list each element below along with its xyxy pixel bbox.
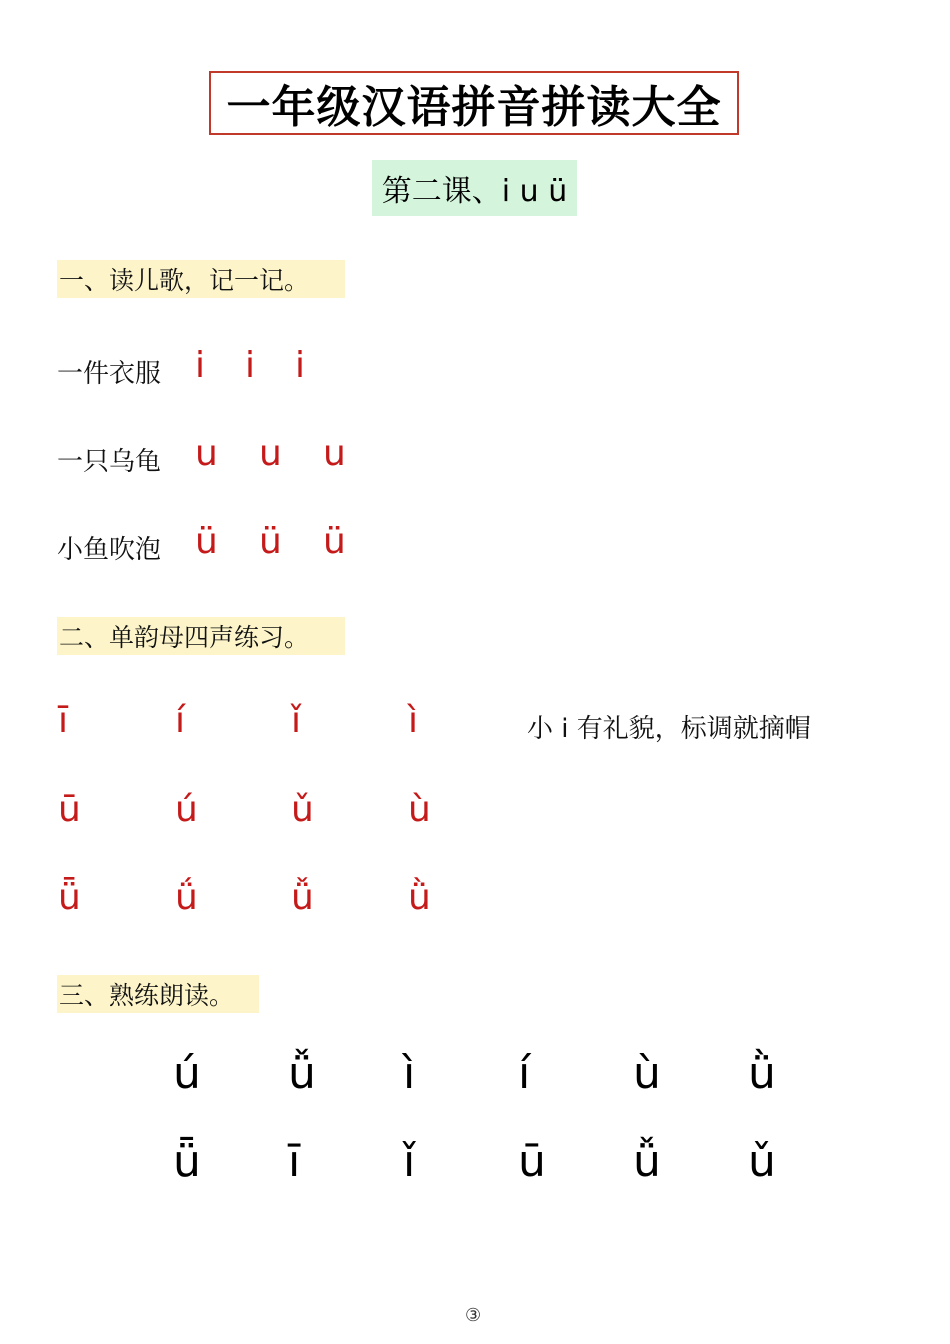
tone-letter: ì (408, 700, 419, 741)
read-letter: ú (173, 1048, 201, 1099)
section-heading-1: 一、读儿歌，记一记。 (57, 260, 345, 298)
section-heading-2: 二、单韵母四声练习。 (57, 617, 345, 655)
tone-letter: ǚ (291, 877, 314, 918)
tone-letter: ú (175, 789, 198, 830)
tone-letter: ù (408, 789, 431, 830)
tone-letter: ǘ (175, 877, 198, 918)
rhyme-letter: i (195, 345, 206, 386)
read-letter: ǚ (288, 1048, 316, 1099)
read-letter: ī (288, 1136, 301, 1187)
tone-rule-note: 小 i 有礼貌，标调就摘帽 (527, 714, 811, 744)
tone-letter: ǔ (291, 789, 314, 830)
tone-letter: ǖ (58, 877, 81, 918)
read-letter: ù (633, 1048, 661, 1099)
tone-letter: ǜ (408, 877, 431, 918)
page-title: 一年级汉语拼音拼读大全 (209, 71, 739, 135)
rhyme-letter: u (323, 433, 346, 474)
rhyme-letter: u (195, 433, 218, 474)
read-letter: ǚ (633, 1136, 661, 1187)
rhyme-letter: ü (323, 521, 346, 562)
tone-letter: ī (58, 700, 69, 741)
rhyme-letter: ü (259, 521, 282, 562)
tone-letter: ū (58, 789, 81, 830)
rhyme-letter: i (295, 345, 306, 386)
read-letter: ǐ (403, 1136, 416, 1187)
read-letter: í (518, 1048, 531, 1099)
read-letter: ū (518, 1136, 546, 1187)
section-heading-3: 三、熟练朗读。 (57, 975, 259, 1013)
page-number: ③ (465, 1305, 482, 1326)
rhyme-text: 一只乌龟 (57, 447, 162, 477)
rhyme-letter: ü (195, 521, 218, 562)
rhyme-letter: u (259, 433, 282, 474)
tone-letter: í (175, 700, 186, 741)
rhyme-text: 一件衣服 (57, 359, 162, 389)
tone-letter: ǐ (291, 700, 302, 741)
read-letter: ǔ (748, 1136, 776, 1187)
rhyme-text: 小鱼吹泡 (57, 535, 162, 565)
read-letter: ǖ (173, 1136, 201, 1187)
read-letter: ì (403, 1048, 416, 1099)
read-letter: ǜ (748, 1048, 776, 1099)
lesson-title: 第二课、i u ü (372, 160, 577, 216)
rhyme-letter: i (245, 345, 256, 386)
